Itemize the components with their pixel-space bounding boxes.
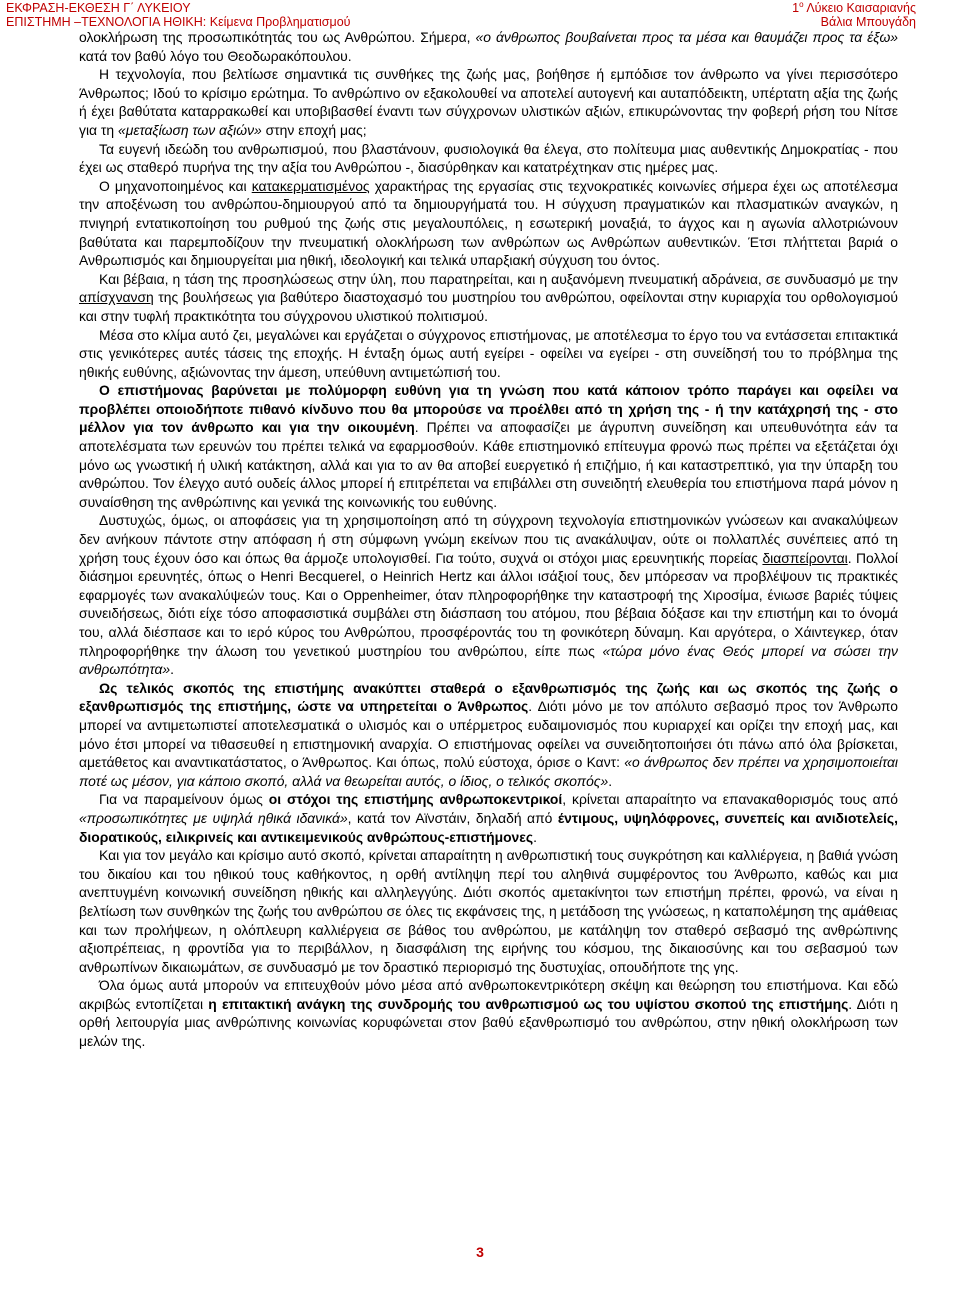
header-school-name: Λύκειο Καισαριανής — [803, 1, 916, 15]
text-segment: της βουλήσεως για βαθύτερο διαστοχασμό του μυστηρίου του ανθρώπου, οφείλονται στην κυριαρχία του ορθολογισμού και στην τυφλή πρακτικότητα του σύγχρονου υλιστικού πολιτισμού. — [79, 289, 898, 324]
text-segment: χαρακτήρας της εργασίας στις τεχνοκρατικές κοινωνίες σήμερα έχει ως αποτέλεσμα την αποξένωση του ανθρώπου-δημιουργού από τα δημιουργήματά του. Η σύγχυση πραγματικών και πλασματικών αναγκών, η πνιγηρή εντατικοποίηση του ρυθμού της ζωής στις μεγαλουπόλεις, η εσωτερική μοναξιά, το άγχος και η αγωνία αλλοτριώνουν βαθύτατα και παρεμποδίζουν την πνευματική ολοκλήρωση των ανθρώπων ως Ανθρώπων αυθεντικών. Έτσι πλήττεται βαριά ο Ανθρωπισμός και δημιουργείται μια ηθική, ιδεολογική και τελικά υπαρξιακή σύγχυση του όντος. — [79, 177, 898, 269]
bold-text: Ως τελικός σκοπός της επιστήμης ανακύπτει σταθερά ο εξανθρωπισμός της ζωής και ως σκοπός της ζωής ο εξανθρωπισμός της επιστήμης, ώστε να υπηρετείται ο Άνθρωπος — [79, 679, 898, 715]
text-segment: στην εποχή μας; — [261, 121, 367, 138]
header-school-ordinal: ο — [799, 0, 804, 9]
bold-text: Ο επιστήμονας βαρύνεται με πολύμορφη ευθύνη για τη γνώση που κατά κάποιον τρόπο παράγει και οφείλει να προβλέπει οποιοδήποτε πιθανό κίνδυνο που θα μπορούσε να προέλθει από τη χρήση της - ή την κατάχρησή της - στο μέλλον για τον άνθρωπο και για την οικουμένη — [79, 382, 898, 436]
text-segment: Η τεχνολογία, που βελτίωσε σημαντικά τις συνθήκες της ζωής μας, βοήθησε ή εμπόδισε τον άνθρωπο να γίνει περισσότερο Άνθρωπος; Ιδού το κρίσιμο ερώτημα. Το ανθρώπινο ον εξακολουθεί να αποτελεί αυτογενή και αυταπόδεικτη, υπέρτατη αξία της ζωής ή έχει βαθύτατα καταρρακωθεί και υποβιβασθεί έναντι των σύγχρονων υλιστικών αξιών, επικυρώνοντας την φοβερή ρήση του Νίτσε για τη — [79, 66, 898, 138]
text-segment: κατά τον βαθύ λόγο του Θεοδωρακόπουλου. — [79, 47, 352, 64]
text-segment: . Διότι μόνο με τον απόλυτο σεβασμό προς τον Άνθρωπο μπορεί να αντιμετωπιστεί αποτελεσματικά ο υλισμός και ο υπέρμετρος ευδαιμονισμός που κυριαρχεί και ορίζει την εποχή μας, και μόνο έτσι μπορεί να τιθασευθεί η επιστημονική αναρχία. Ο επιστήμονας οφείλει να συνειδητοποιήσει ότι πάνω από όλα βρίσκεται, αμετάθετος και αναντικατάστατος, ο Άνθρωπος. Και όπως, πολύ εύστοχα, όρισε ο Καντ: — [79, 698, 898, 771]
paragraph — [79, 846, 898, 976]
header-topic-title: ΕΠΙΣΤΗΜΗ –ΤΕΧΝΟΛΟΓΙΑ ΗΘΙΚΗ: Κείμενα Προβληματισμού — [6, 15, 351, 29]
text-segment: Ο μηχανοποιημένος και — [99, 177, 252, 194]
italic-quote: «μεταξίωση των αξιών» — [118, 121, 262, 138]
text-segment: Μέσα στο κλίμα αυτό ζει, μεγαλώνει και εργάζεται ο σύγχρονος επιστήμονας, με αποτέλεσμα το έργο του να εντάσσεται επιτακτικά στις γενικότερες αυτές τάσεις της εποχής. Η ένταξη όμως αυτή εγείρει - οφείλει να εγείρει - στη συνείδησή του το πρόβλημα της ηθικής ευθύνης, αξιώνοντας την άμεση, υπεύθυνη αντιμετώπισή του. — [79, 326, 898, 380]
paragraph — [79, 28, 898, 65]
text-segment: Για να παραμείνουν όμως — [99, 791, 269, 808]
italic-quote: «προσωπικότητες με υψηλά ηθικά ιδανικά» — [79, 809, 348, 826]
paragraph — [79, 679, 898, 791]
header-school-number: 1 — [792, 1, 800, 15]
text-segment: . Πρέπει να αποφασίζει με άγρυπνη συνείδηση και υπευθυνότητα εάν τα αποτελέσματα των ερευνών του πρέπει τελικά να εφαρμοσθούν. Κάθε επιστημονικό επίτευγμα φρονώ πως πρέπει να εξετάζεται όχι μόνο ως γνωστική ή υλική κατάκτηση, αλλά και για το αν θα αποβεί ευεργετικό ή επιζήμιο, ή και καταστρεπτικό, για την ύπαρξη του ανθρώπου. Τον έλεγχο αυτό ουδείς άλλος μπορεί ή επιτρέπεται να επιβάλλει στη συνειδητή ελευθερία του επιστήμονα παρά μόνον η συναίσθηση της ανθρώπινης και γενικά της κοινωνικής του ευθύνης. — [79, 419, 898, 510]
bold-text: οι στόχοι της επιστήμης ανθρωποκεντρικοί — [268, 791, 563, 808]
text-segment: Δυστυχώς, όμως, οι αποφάσεις για τη χρησιμοποίηση από τη σύγχρονη τεχνολογία επιστημονικών γνώσεων και ανακαλύψεων δεν ανήκουν πάντοτε στην απόφαση ή στη σύμφωνη γνώμη εκείνων που τις ανακάλυψαν, ούτε οι πολλαπλές συνέπειες από τη χρήση τους έχουν όσο και όπως θα άρμοζε υπολογισθεί. Για τούτο, συχνά οι στόχοι μιας ερευνητικής πορείας — [79, 512, 898, 566]
header-school — [792, 1, 916, 15]
text-segment: . — [608, 772, 613, 789]
text-segment: . Διότι η ορθή λειτουργία μιας ανθρώπινης κοινωνίας κορυφώνεται στον βαθύ εξανθρωπισμό του ανθρώπου, στην ηθική ολοκλήρωση των μελών της. — [79, 995, 898, 1050]
paragraph — [79, 381, 898, 511]
text-segment: Και για τον μεγάλο και κρίσιμο αυτό σκοπό, κρίνεται απαραίτητη η ανθρωπιστική τους συγκρότηση και καλλιέργεια, η βαθιά γνώση του δικαίου και του ηθικού τους καθήκοντος, η ορθή αντίληψη περί του αληθινά συμφέροντος του Άνθρωπο, καθώς και μια ανεπτυγμένη κοινωνική συνείδηση ηθικής και αλληλεγγύης. Διότι σκοπός αμετακίνητοι των επιστήμη πρέπει, φρονώ, να είναι η βελτίωση των συνθηκών της ζωής του ανθρώπου σε όλες τις εκφάνσεις της, η μετάδοση της γνώσεως, η καταπολέμηση της αμάθειας και των προλήψεων, η ολόπλευρη καλλιέργεια σε βάθος του ανθρώπου, με κατάληψη τον σταθερό σεβασμό της ανθρώπινης αξιοπρέπειας, η φροντίδα για το περιβάλλον, η διασφάλιση της ειρήνης του κόσμου, της δικαιοσύνης και του σεβασμού των ανθρωπίνων δικαιωμάτων, σε συνδυασμό με τον δραστικό περιορισμό της δυστυχίας, οπουδήποτε της γης. — [79, 847, 898, 975]
bold-text: η επιτακτική ανάγκη της συνδρομής του ανθρωπισμού ως του υψίστου σκοπού της επιστήμης — [208, 995, 849, 1012]
paragraph — [79, 65, 898, 139]
italic-quote: «ο άνθρωπος βουβαίνεται προς τα μέσα και θαυμάζει προς τα έξω» — [475, 29, 899, 45]
document-body — [79, 28, 898, 1051]
bold-text: έντιμους, υψηλόφρονες, συνεπείς και ανιδιοτελείς, διορατικούς, ειλικρινείς και αντικειμενικούς ανθρώπους-επιστήμονες — [79, 809, 898, 845]
underlined-term: κατακερματισμένος — [251, 177, 370, 194]
text-segment: . — [533, 828, 537, 845]
paragraph — [79, 326, 898, 382]
header-author: Βάλια Μπουγάδη — [820, 15, 916, 29]
text-segment: . — [170, 661, 175, 678]
underlined-term: απίσχνανση — [79, 289, 154, 306]
text-segment: , κρίνεται απαραίτητο να επανακαθορισμός τους από — [562, 791, 899, 808]
header-left — [6, 1, 351, 29]
paragraph — [79, 976, 898, 1050]
header-course-title: ΕΚΦΡΑΣΗ-ΕΚΘΕΣΗ Γ΄ ΛΥΚΕΙΟΥ — [6, 1, 191, 15]
text-segment: ολοκλήρωση της προσωπικότητάς του ως Ανθρώπου. Σήμερα, — [79, 29, 476, 45]
underlined-term: διασπείρονται — [762, 549, 848, 566]
header-right — [792, 1, 916, 29]
italic-quote: «ο άνθρωπος δεν πρέπει να χρησιμοποιείται ποτέ ως μέσον, για κάποιο σκοπό, αλλά να θεωρείται αυτός, ο ίδιος, ο τελικός σκοπός» — [79, 754, 898, 789]
paragraph — [79, 511, 898, 678]
text-segment: . Πολλοί διάσημοι ερευνητές, όπως ο Henri Becquerel, ο Heinrich Hertz και άλλοι ισάξιοί τους, δεν μπόρεσαν να προβλέψουν τις πρακτικές εφαρμογές των ανακαλύψεών τους. Και ο Oppenheimer, όταν πληροφορήθηκε την καταστροφή της Χιροσίμα, ένιωσε βαριές τύψεις συνειδήσεως, διότι είχε τόσο αποφασιστικά συμβάλει στη διάσπαση του ατόμου, που βέβαια δόξασε και την επιστήμη και το όνομά του, αλλά διέσπασε και το ιερό κύρος του Ανθρώπου, προσφέροντάς του τη φονικότερη δύναμη. Και αργότερα, ο Χάιντεγκερ, όταν πληροφορήθηκε την άλωση του γενετικού μυστηρίου του ανθρώπου, είπε πως — [79, 549, 898, 659]
text-segment: Όλα όμως αυτά μπορούν να επιτευχθούν μόνο μέσα από ανθρωποκεντρικότερη σκέψη και θεώρηση του επιστήμονα. Και εδώ ακριβώς εντοπίζεται — [79, 977, 898, 1012]
text-segment: Και βέβαια, η τάση της προσηλώσεως στην ύλη, που παρατηρείται, και η αυξανόμενη πνευματική αδράνεια, σε συνδυασμό με την — [99, 270, 898, 287]
text-segment: , κατά τον Αϊνστάιν, δηλαδή από — [347, 809, 558, 826]
paragraph — [79, 140, 898, 177]
paragraph — [79, 177, 898, 270]
paragraph — [79, 790, 898, 846]
paragraph — [79, 270, 898, 326]
page-number: 3 — [476, 1244, 484, 1260]
text-segment: Τα ευγενή ιδεώδη του ανθρωπισμού, που βλαστάνουν, φυσιολογικά θα έλεγα, στο πολίτευμα μιας αυθεντικής Δημοκρατίας - που έχει ως σταθερό πυρήνα της την αξία του Ανθρώπου -, διασύρθηκαν και κατατρέχτηκαν στις ημέρες μας. — [79, 140, 898, 176]
page-header — [0, 0, 960, 30]
italic-quote: «τώρα μόνο ένας Θεός μπορεί να σώσει την ανθρωπότητα» — [79, 642, 898, 678]
